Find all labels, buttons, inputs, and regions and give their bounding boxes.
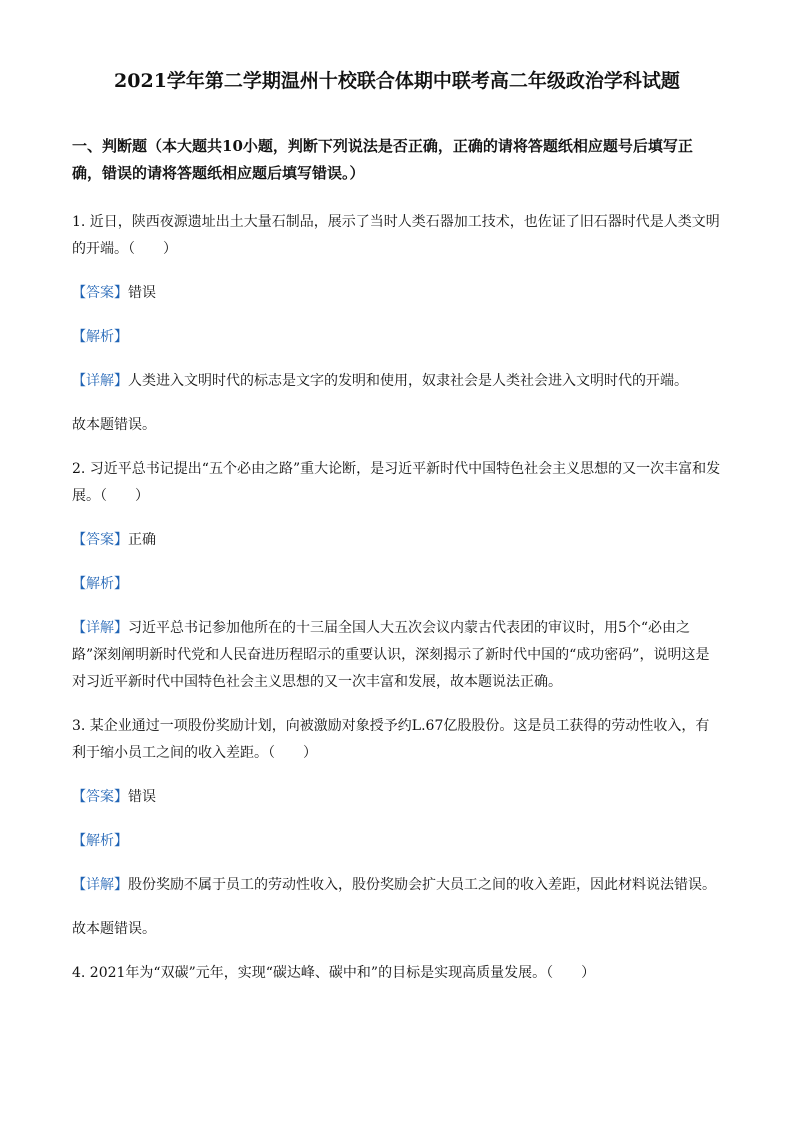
page-title: 2021学年第二学期温州十校联合体期中联考高二年级政治学科试题 xyxy=(114,70,680,92)
answer-value: 正确 xyxy=(128,532,156,548)
question-1-stem: 1. 近日，陕西夜源遗址出土大量石制品，展示了当时人类石器加工技术，也佐证了旧石器时代是人类文明的开端。（ ） xyxy=(72,214,720,257)
question-2-answer xyxy=(72,527,722,554)
question-1-answer xyxy=(72,280,722,307)
analysis-label: 【解析】 xyxy=(72,833,128,849)
question-1-conclusion: 故本题错误。 xyxy=(72,417,156,433)
detail-label: 【详解】 xyxy=(72,877,128,893)
analysis-label: 【解析】 xyxy=(72,576,128,592)
question-2-detail xyxy=(72,615,722,696)
question-3-conclusion: 故本题错误。 xyxy=(72,921,156,937)
question-2-analysis xyxy=(72,571,722,598)
question-3-answer xyxy=(72,784,722,811)
question-3-detail xyxy=(72,872,722,899)
question-1-detail xyxy=(72,368,722,395)
question-3-stem: 3. 某企业通过一项股份奖励计划，向被激励对象授予约L.67亿股股份。这是员工获得的劳动性收入，有利于缩小员工之间的收入差距。（ ） xyxy=(72,718,710,761)
answer-value: 错误 xyxy=(128,789,156,805)
detail-text: 习近平总书记参加他所在的十三届全国人大五次会议内蒙古代表团的审议时，用5个“必由之路”深刻阐明新时代党和人民奋进历程昭示的重要认识，深刻揭示了新时代中国的“成功密码”，说明这是对习近平新时代中国特色社会主义思想的又一次丰富和发展，故本题说法正确。 xyxy=(72,620,710,690)
question-4-stem: 4. 2021年为“双碳”元年，实现“碳达峰、碳中和”的目标是实现高质量发展。（ ） xyxy=(72,965,596,981)
question-1-analysis xyxy=(72,324,722,351)
detail-label: 【详解】 xyxy=(72,620,128,636)
answer-label: 【答案】 xyxy=(72,285,128,301)
analysis-label: 【解析】 xyxy=(72,329,128,345)
detail-text: 人类进入文明时代的标志是文字的发明和使用，奴隶社会是人类社会进入文明时代的开端。 xyxy=(128,373,688,389)
answer-label: 【答案】 xyxy=(72,789,128,805)
detail-label: 【详解】 xyxy=(72,373,128,389)
answer-value: 错误 xyxy=(128,285,156,301)
section-heading: 一、判断题（本大题共10小题，判断下列说法是否正确，正确的请将答题纸相应题号后填写正确，错误的请将答题纸相应题后填写错误。） xyxy=(72,137,693,182)
question-2-stem: 2. 习近平总书记提出“五个必由之路”重大论断，是习近平新时代中国特色社会主义思想的又一次丰富和发展。（ ） xyxy=(72,461,721,504)
question-3-analysis xyxy=(72,828,722,855)
detail-text: 股份奖励不属于员工的劳动性收入，股份奖励会扩大员工之间的收入差距，因此材料说法错误。 xyxy=(128,877,716,893)
answer-label: 【答案】 xyxy=(72,532,128,548)
